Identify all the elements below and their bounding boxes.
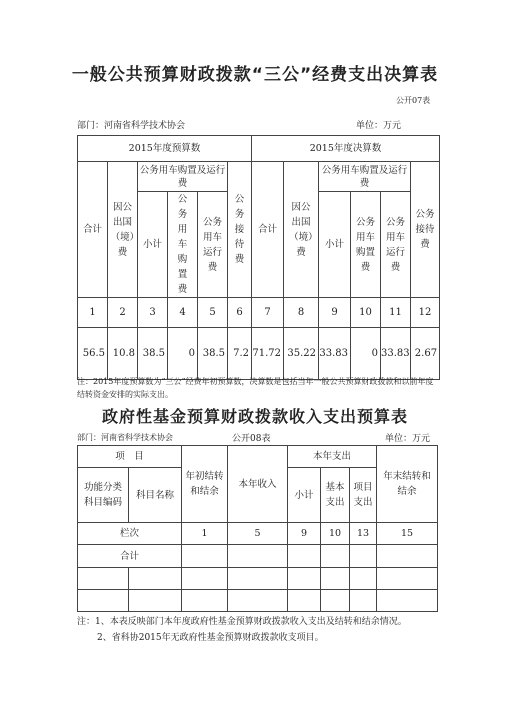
empty-cell bbox=[182, 590, 228, 612]
column-number-row bbox=[78, 298, 440, 328]
empty-cell bbox=[288, 568, 321, 590]
table1-form-number: 公开07表 bbox=[396, 96, 431, 105]
empty-cell bbox=[129, 568, 182, 590]
header-begin-balance: 年初结转和结余 bbox=[182, 446, 228, 523]
header-end-balance: 年末结转和结余 bbox=[377, 446, 438, 523]
header-budget-car-group: 公务用车购置及运行费 bbox=[138, 162, 228, 192]
value-cell: 56.5 bbox=[78, 328, 108, 380]
value-cell: 7.2 bbox=[228, 328, 252, 380]
header-budget-abroad: 因公出国（境）费 bbox=[108, 162, 138, 298]
header-final-car-run: 公务用车运行费 bbox=[381, 192, 411, 298]
header-budget-total: 合计 bbox=[78, 162, 108, 298]
total-row bbox=[78, 545, 438, 568]
header-final-abroad: 因公出国（境）费 bbox=[284, 162, 319, 298]
col-number-cell: 12 bbox=[411, 298, 440, 328]
table2-unit: 单位：万元 bbox=[385, 434, 431, 444]
row-label-column-index: 栏次 bbox=[78, 523, 182, 545]
empty-cell bbox=[129, 590, 182, 612]
table1-unit: 单位：万元 bbox=[356, 121, 402, 131]
blank-row bbox=[78, 568, 438, 590]
col-number-cell: 5 bbox=[198, 298, 228, 328]
header-func-code: 功能分类科目编码 bbox=[78, 468, 129, 523]
empty-cell bbox=[288, 545, 321, 568]
col-number-cell: 3 bbox=[138, 298, 168, 328]
value-cell: 33.83 bbox=[381, 328, 411, 380]
table2-note-1: 注：1、本表反映部门本年度政府性基金预算财政拨款收入支出及结转和结余情况。 bbox=[77, 617, 407, 627]
gov-fund-budget-table bbox=[77, 445, 438, 612]
col-number-cell: 5 bbox=[228, 523, 288, 545]
col-number-cell: 10 bbox=[321, 523, 350, 545]
header-final-subtotal: 小计 bbox=[319, 192, 351, 298]
header-basic-expense: 基本支出 bbox=[321, 468, 350, 523]
empty-cell bbox=[321, 568, 350, 590]
value-cell: 10.8 bbox=[108, 328, 138, 380]
empty-cell bbox=[182, 568, 228, 590]
empty-cell bbox=[321, 545, 350, 568]
value-cell: 0 bbox=[168, 328, 198, 380]
header-budget-subtotal: 小计 bbox=[138, 192, 168, 298]
header-final-car-group: 公务用车购置及运行费 bbox=[319, 162, 411, 192]
value-cell: 2.67 bbox=[411, 328, 440, 380]
value-cell: 38.5 bbox=[138, 328, 168, 380]
empty-cell bbox=[228, 590, 288, 612]
empty-cell bbox=[182, 545, 228, 568]
header-item: 项 目 bbox=[78, 446, 182, 468]
empty-cell bbox=[228, 568, 288, 590]
col-number-cell: 9 bbox=[319, 298, 351, 328]
table1-title: 一般公共预算财政拨款“三公”经费支出决算表 bbox=[71, 65, 439, 85]
column-number-row bbox=[78, 523, 438, 545]
table2-department: 部门：河南省科学技术协会 bbox=[77, 433, 173, 442]
col-number-cell: 8 bbox=[284, 298, 319, 328]
table2-form-number: 公开08表 bbox=[232, 434, 271, 444]
col-number-cell: 13 bbox=[350, 523, 377, 545]
col-number-cell: 1 bbox=[182, 523, 228, 545]
header-expense-subtotal: 小计 bbox=[288, 468, 321, 523]
table1-department: 部门：河南省科学技术协会 bbox=[77, 121, 186, 131]
header-subject-name: 科目名称 bbox=[129, 468, 182, 523]
value-cell: 35.22 bbox=[284, 328, 319, 380]
header-project-expense: 项目支出 bbox=[350, 468, 377, 523]
empty-cell bbox=[288, 590, 321, 612]
col-number-cell: 11 bbox=[381, 298, 411, 328]
col-number-cell: 6 bbox=[228, 298, 252, 328]
col-number-cell: 7 bbox=[252, 298, 284, 328]
values-row bbox=[78, 328, 440, 380]
empty-cell bbox=[321, 590, 350, 612]
table1-note: 注：2015年度预算数为“三公”经费年初预算数，决算数是包括当年一般公共预算财政拨款和以前年度结转资金安排的实际支出。 bbox=[77, 377, 434, 399]
table2-note-2: 2、省科协2015年无政府性基金预算财政拨款收支项目。 bbox=[97, 633, 324, 643]
header-final-car-buy: 公务用车购置费 bbox=[351, 192, 381, 298]
header-budget-car-run: 公务用车运行费 bbox=[198, 192, 228, 298]
empty-cell bbox=[377, 590, 438, 612]
header-budget-reception: 公务接待费 bbox=[228, 162, 252, 298]
empty-cell bbox=[350, 545, 377, 568]
col-number-cell: 4 bbox=[168, 298, 198, 328]
header-expense: 本年支出 bbox=[288, 446, 377, 468]
col-number-cell: 10 bbox=[351, 298, 381, 328]
header-final-total: 合计 bbox=[252, 162, 284, 298]
empty-cell bbox=[377, 568, 438, 590]
col-number-cell: 2 bbox=[108, 298, 138, 328]
header-final-2015: 2015年度决算数 bbox=[252, 136, 440, 162]
value-cell: 71.72 bbox=[252, 328, 284, 380]
col-number-cell: 15 bbox=[377, 523, 438, 545]
empty-cell bbox=[78, 590, 129, 612]
value-cell: 0 bbox=[351, 328, 381, 380]
value-cell: 33.83 bbox=[319, 328, 351, 380]
empty-cell bbox=[350, 568, 377, 590]
empty-cell bbox=[350, 590, 377, 612]
empty-cell bbox=[78, 568, 129, 590]
three-public-expense-table bbox=[77, 135, 440, 380]
header-final-reception: 公务接待费 bbox=[411, 162, 440, 298]
total-label: 合计 bbox=[78, 545, 182, 568]
col-number-cell: 1 bbox=[78, 298, 108, 328]
header-income: 本年收入 bbox=[228, 446, 288, 523]
header-budget-2015: 2015年度预算数 bbox=[78, 136, 252, 162]
empty-cell bbox=[377, 545, 438, 568]
value-cell: 38.5 bbox=[198, 328, 228, 380]
header-budget-car-buy: 公务用车购置费 bbox=[168, 192, 198, 298]
table2-title: 政府性基金预算财政拨款收入支出预算表 bbox=[101, 407, 408, 426]
empty-cell bbox=[228, 545, 288, 568]
blank-row bbox=[78, 590, 438, 612]
col-number-cell: 9 bbox=[288, 523, 321, 545]
